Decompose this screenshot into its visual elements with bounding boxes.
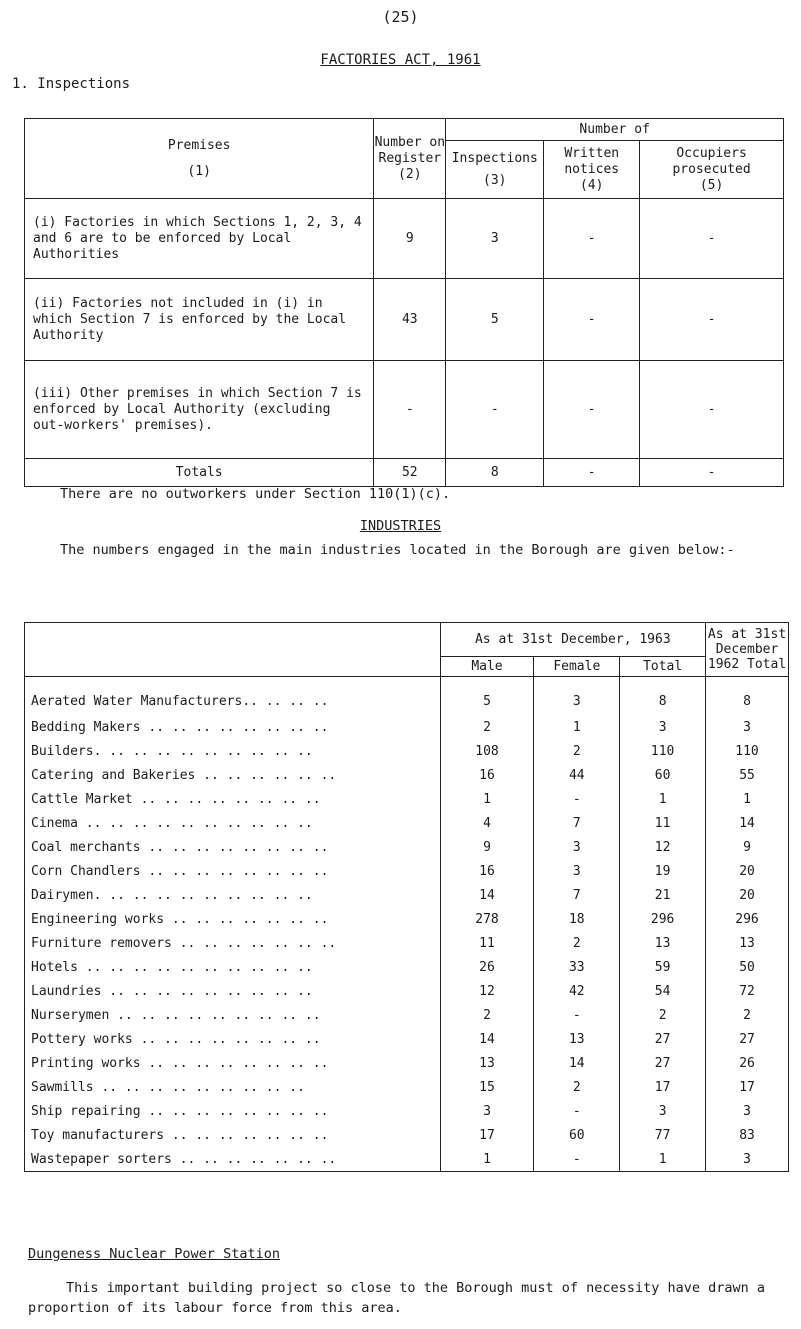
total-cell: 2 — [620, 1003, 706, 1027]
male-cell: 2 — [440, 1003, 534, 1027]
notices-header — [544, 141, 640, 199]
table-row — [25, 361, 784, 459]
industry-name-cell: Builders. .. .. .. .. .. .. .. .. .. — [25, 739, 441, 763]
total-1962-cell: 3 — [706, 1147, 789, 1172]
total-cell: 27 — [620, 1051, 706, 1075]
total-1962-cell: 110 — [706, 739, 789, 763]
total-1962-cell: 72 — [706, 979, 789, 1003]
female-cell: 60 — [534, 1123, 620, 1147]
total-1962-cell: 55 — [706, 763, 789, 787]
total-1962-cell: 13 — [706, 931, 789, 955]
premises-cell: (iii) Other premises in which Section 7 is enforced by Local Authority (excluding out-workers' premises). — [25, 361, 374, 459]
register-cell: - — [374, 361, 446, 459]
table-row — [25, 739, 789, 763]
inspections-table — [24, 118, 784, 487]
industry-name-cell: Pottery works .. .. .. .. .. .. .. .. — [25, 1027, 441, 1051]
table-row — [25, 279, 784, 361]
industries-heading-wrap — [0, 518, 801, 534]
female-cell: 18 — [534, 907, 620, 931]
table-row — [25, 1051, 789, 1075]
register-header-label: Number on Register — [374, 134, 446, 166]
female-cell: 33 — [534, 955, 620, 979]
industry-name-cell: Nurserymen .. .. .. .. .. .. .. .. .. — [25, 1003, 441, 1027]
total-cell: 110 — [620, 739, 706, 763]
industry-name-cell: Hotels .. .. .. .. .. .. .. .. .. .. — [25, 955, 441, 979]
prosecuted-cell: - — [640, 199, 784, 279]
female-header: Female — [534, 657, 620, 677]
female-cell: 2 — [534, 1075, 620, 1099]
total-1962-cell: 26 — [706, 1051, 789, 1075]
industry-name-cell: Printing works .. .. .. .. .. .. .. .. — [25, 1051, 441, 1075]
female-cell: 2 — [534, 739, 620, 763]
total-cell: 77 — [620, 1123, 706, 1147]
industry-name-cell: Wastepaper sorters .. .. .. .. .. .. .. — [25, 1147, 441, 1172]
premises-header-num: (1) — [187, 163, 211, 179]
notices-cell: - — [544, 199, 640, 279]
dungeness-heading: Dungeness Nuclear Power Station — [28, 1246, 280, 1262]
subheading-text: 1. Inspections — [12, 76, 131, 92]
header-1963: As at 31st December, 1963 — [440, 623, 705, 657]
total-cell: 21 — [620, 883, 706, 907]
male-cell: 1 — [440, 1147, 534, 1172]
table-row — [25, 763, 789, 787]
table-row — [25, 811, 789, 835]
section-title: FACTORIES ACT, 1961 — [320, 52, 481, 68]
male-cell: 16 — [440, 859, 534, 883]
totals-label: Totals — [25, 459, 374, 487]
totals-row — [25, 459, 784, 487]
industry-name-cell: Cinema .. .. .. .. .. .. .. .. .. .. — [25, 811, 441, 835]
notices-header-label: Written notices — [564, 145, 620, 177]
male-cell: 12 — [440, 979, 534, 1003]
total-cell: 17 — [620, 1075, 706, 1099]
male-cell: 278 — [440, 907, 534, 931]
register-header-num: (2) — [398, 166, 422, 182]
female-cell: 3 — [534, 859, 620, 883]
inspections-cell: 3 — [446, 199, 544, 279]
total-1962-cell: 9 — [706, 835, 789, 859]
totals-notices: - — [544, 459, 640, 487]
total-header: Total — [620, 657, 706, 677]
total-1962-cell: 17 — [706, 1075, 789, 1099]
female-cell: 3 — [534, 677, 620, 716]
premises-cell: (ii) Factories not included in (i) in which Section 7 is enforced by the Local Authority — [25, 279, 374, 361]
inspections-header-num: (3) — [483, 172, 507, 188]
female-cell: 13 — [534, 1027, 620, 1051]
total-cell: 27 — [620, 1027, 706, 1051]
industry-name-cell: Toy manufacturers .. .. .. .. .. .. .. — [25, 1123, 441, 1147]
male-cell: 4 — [440, 811, 534, 835]
totals-inspections: 8 — [446, 459, 544, 487]
male-cell: 1 — [440, 787, 534, 811]
outworkers-note-text: There are no outworkers under Section 110(1)(c). — [60, 486, 451, 502]
table-row — [25, 715, 789, 739]
total-1962-cell: 3 — [706, 715, 789, 739]
register-cell: 9 — [374, 199, 446, 279]
female-cell: - — [534, 787, 620, 811]
total-1962-cell: 1 — [706, 787, 789, 811]
dungeness-heading-wrap — [28, 1246, 280, 1262]
table-row — [25, 1027, 789, 1051]
prosecuted-cell: - — [640, 279, 784, 361]
total-cell: 13 — [620, 931, 706, 955]
table-row — [25, 931, 789, 955]
inspections-header — [446, 141, 544, 199]
total-1962-cell: 8 — [706, 677, 789, 716]
prosecuted-header — [640, 141, 784, 199]
total-cell: 3 — [620, 1099, 706, 1123]
outworkers-note — [60, 484, 450, 504]
male-cell: 26 — [440, 955, 534, 979]
premises-header-label: Premises — [167, 137, 231, 153]
total-cell: 8 — [620, 677, 706, 716]
female-cell: - — [534, 1147, 620, 1172]
total-cell: 3 — [620, 715, 706, 739]
total-1962-cell: 50 — [706, 955, 789, 979]
female-cell: 42 — [534, 979, 620, 1003]
table-row — [25, 1075, 789, 1099]
total-cell: 1 — [620, 1147, 706, 1172]
inspections-cell: - — [446, 361, 544, 459]
industries-table — [24, 622, 789, 1172]
male-cell: 15 — [440, 1075, 534, 1099]
total-1962-cell: 14 — [706, 811, 789, 835]
industry-name-cell: Aerated Water Manufacturers.. .. .. .. — [25, 677, 441, 716]
dungeness-text: This important building project so close to the Borough must of necessity have drawn a proportion of its labour force from this area. — [28, 1280, 765, 1316]
prosecuted-cell: - — [640, 361, 784, 459]
dungeness-paragraph — [28, 1278, 783, 1318]
male-cell: 14 — [440, 1027, 534, 1051]
table-row — [25, 907, 789, 931]
table-row — [25, 787, 789, 811]
register-cell: 43 — [374, 279, 446, 361]
prosecuted-header-num: (5) — [699, 177, 724, 193]
prosecuted-header-label: Occupiers prosecuted — [672, 145, 751, 177]
female-cell: 44 — [534, 763, 620, 787]
total-1962-cell: 20 — [706, 859, 789, 883]
industry-name-cell: Engineering works .. .. .. .. .. .. .. — [25, 907, 441, 931]
total-cell: 296 — [620, 907, 706, 931]
industry-name-cell: Furniture removers .. .. .. .. .. .. .. — [25, 931, 441, 955]
premises-cell: (i) Factories in which Sections 1, 2, 3, 4 and 6 are to be enforced by Local Authorities — [25, 199, 374, 279]
industries-intro — [22, 540, 782, 560]
table-row — [25, 859, 789, 883]
female-cell: - — [534, 1099, 620, 1123]
industry-name-cell: Catering and Bakeries .. .. .. .. .. .. — [25, 763, 441, 787]
industry-name-cell: Coal merchants .. .. .. .. .. .. .. .. — [25, 835, 441, 859]
total-cell: 59 — [620, 955, 706, 979]
male-cell: 108 — [440, 739, 534, 763]
table-row — [25, 199, 784, 279]
table-row — [25, 1123, 789, 1147]
table-row — [25, 835, 789, 859]
total-cell: 54 — [620, 979, 706, 1003]
industry-header — [25, 623, 441, 677]
industries-body — [25, 677, 789, 1172]
male-cell: 2 — [440, 715, 534, 739]
female-cell: 7 — [534, 811, 620, 835]
industry-name-cell: Laundries .. .. .. .. .. .. .. .. .. — [25, 979, 441, 1003]
industries-intro-text: The numbers engaged in the main industries located in the Borough are given below:- — [60, 542, 735, 558]
male-header: Male — [440, 657, 534, 677]
total-cell: 1 — [620, 787, 706, 811]
table-row — [25, 677, 789, 716]
total-1962-cell: 83 — [706, 1123, 789, 1147]
industry-name-cell: Sawmills .. .. .. .. .. .. .. .. .. — [25, 1075, 441, 1099]
table-row — [25, 955, 789, 979]
inspections-cell: 5 — [446, 279, 544, 361]
male-cell: 11 — [440, 931, 534, 955]
header-1962: As at 31st December 1962 Total — [706, 623, 789, 677]
notices-cell: - — [544, 361, 640, 459]
number-of-header: Number of — [446, 119, 784, 141]
register-header — [374, 119, 446, 199]
male-cell: 14 — [440, 883, 534, 907]
total-cell: 60 — [620, 763, 706, 787]
total-cell: 19 — [620, 859, 706, 883]
table-row — [25, 883, 789, 907]
industry-name-cell: Dairymen. .. .. .. .. .. .. .. .. .. — [25, 883, 441, 907]
table-row — [25, 1003, 789, 1027]
male-cell: 3 — [440, 1099, 534, 1123]
inspections-header-label: Inspections — [451, 150, 538, 166]
industry-name-cell: Ship repairing .. .. .. .. .. .. .. .. — [25, 1099, 441, 1123]
page-number: (25) — [382, 8, 419, 26]
notices-header-num: (4) — [579, 177, 604, 193]
subheading-inspections — [12, 76, 130, 92]
total-1962-cell: 296 — [706, 907, 789, 931]
premises-header — [25, 119, 374, 199]
total-1962-cell: 3 — [706, 1099, 789, 1123]
industry-name-cell: Corn Chandlers .. .. .. .. .. .. .. .. — [25, 859, 441, 883]
total-1962-cell: 2 — [706, 1003, 789, 1027]
industries-heading: INDUSTRIES — [359, 518, 442, 534]
table-row — [25, 1147, 789, 1172]
total-cell: 12 — [620, 835, 706, 859]
table-row — [25, 1099, 789, 1123]
female-cell: 7 — [534, 883, 620, 907]
notices-cell: - — [544, 279, 640, 361]
male-cell: 13 — [440, 1051, 534, 1075]
industry-name-cell: Bedding Makers .. .. .. .. .. .. .. .. — [25, 715, 441, 739]
female-cell: 1 — [534, 715, 620, 739]
total-cell: 11 — [620, 811, 706, 835]
totals-register: 52 — [374, 459, 446, 487]
table-row — [25, 979, 789, 1003]
male-cell: 9 — [440, 835, 534, 859]
total-1962-cell: 27 — [706, 1027, 789, 1051]
industry-name-cell: Cattle Market .. .. .. .. .. .. .. .. — [25, 787, 441, 811]
male-cell: 5 — [440, 677, 534, 716]
male-cell: 17 — [440, 1123, 534, 1147]
male-cell: 16 — [440, 763, 534, 787]
total-1962-cell: 20 — [706, 883, 789, 907]
female-cell: 2 — [534, 931, 620, 955]
female-cell: 3 — [534, 835, 620, 859]
female-cell: 14 — [534, 1051, 620, 1075]
female-cell: - — [534, 1003, 620, 1027]
totals-prosecuted: - — [640, 459, 784, 487]
